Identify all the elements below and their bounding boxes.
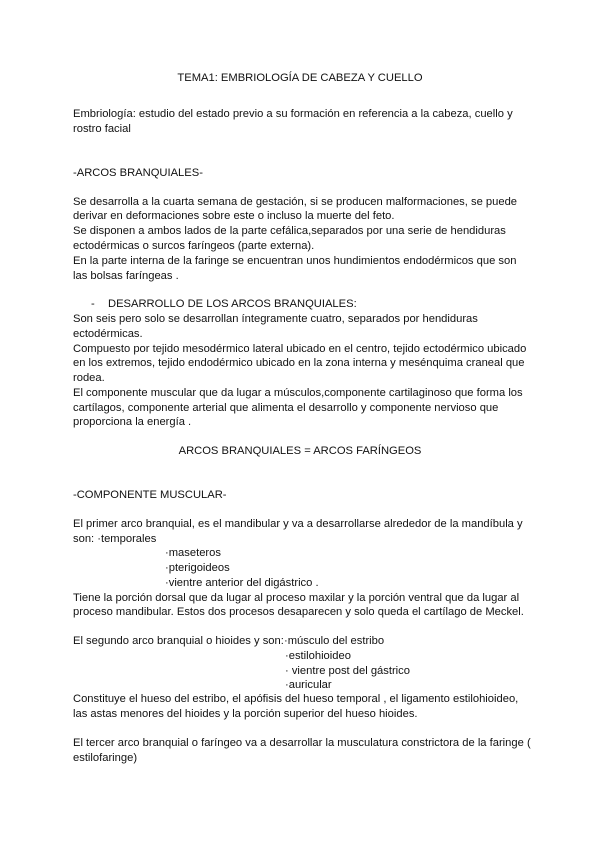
paragraph-line: en los extremos, tejido endodérmico ubicado en la zona interna y mesénquima craneal que — [73, 357, 525, 369]
equation-line: ARCOS BRANQUIALES = ARCOS FARÍNGEOS — [178, 445, 422, 457]
list-item: ·pterigoideos — [165, 562, 230, 574]
section-heading-arcos-branquiales: -ARCOS BRANQUIALES- — [73, 167, 203, 179]
paragraph-line: ectodérmicas. — [73, 328, 143, 340]
section-heading-componente-muscular: -COMPONENTE MUSCULAR- — [73, 489, 227, 501]
paragraph-line: El componente muscular que da lugar a músculos,componente cartilaginoso que forma los — [73, 387, 523, 399]
subsection-heading: DESARROLLO DE LOS ARCOS BRANQUIALES: — [108, 298, 357, 310]
paragraph-line: Constituye el hueso del estribo, el apófisis del hueso temporal , el ligamento estilohioideo, — [73, 693, 519, 705]
paragraph-line: Se desarrolla a la cuarta semana de gestación, si se producen malformaciones, se puede — [73, 196, 518, 208]
paragraph-line: proporciona la energía . — [73, 416, 192, 428]
list-item: ·músculo del estribo — [284, 635, 385, 647]
list-item: · vientre post del gástrico — [285, 665, 410, 677]
paragraph-line: estilofaringe) — [73, 752, 138, 764]
paragraph-line: Se disponen a ambos lados de la parte cefálica,separados por una serie de hendiduras — [73, 225, 506, 237]
paragraph-line: El primer arco branquial, es el mandibular y va a desarrollarse alrededor de la mandíbula y — [73, 518, 523, 530]
list-item: ·vientre anterior del digástrico . — [165, 577, 319, 589]
intro-line: Embriología: estudio del estado previo a su formación en referencia a la cabeza, cuello y — [73, 108, 513, 120]
list-item: ·estilohioideo — [285, 650, 351, 662]
paragraph-line: proceso mandibular. Estos dos procesos desaparecen y solo queda el cartílago de Meckel. — [73, 606, 524, 618]
paragraph-line: las astas menores del hioides y la porción superior del hueso hioides. — [73, 708, 418, 720]
paragraph-line: rodea. — [73, 372, 105, 384]
document-title: TEMA1: EMBRIOLOGÍA DE CABEZA Y CUELLO — [177, 72, 423, 84]
bullet-dash: - — [91, 298, 95, 310]
paragraph-line: El segundo arco branquial o hioides y son: — [73, 635, 284, 647]
paragraph-line: Compuesto por tejido mesodérmico lateral ubicado en el centro, tejido ectodérmico ubicado — [73, 343, 527, 355]
list-item: ·auricular — [285, 679, 332, 691]
intro-line: rostro facial — [73, 123, 131, 135]
paragraph-line: derivar en deformaciones sobre este o incluso la muerte del feto. — [73, 210, 395, 222]
list-item: ·maseteros — [165, 547, 221, 559]
paragraph-line: Tiene la porción dorsal que da lugar al proceso maxilar y la porción ventral que da lugar al — [73, 592, 520, 604]
paragraph-line: ectodérmicas o surcos faríngeos (parte externa). — [73, 240, 315, 252]
paragraph-line: En la parte interna de la faringe se encuentran unos hundimientos endodérmicos que son — [73, 255, 517, 267]
paragraph-line: son: ·temporales — [73, 533, 157, 545]
paragraph-line: las bolsas faríngeas . — [73, 270, 179, 282]
paragraph-line: El tercer arco branquial o faríngeo va a desarrollar la musculatura constrictora de la faringe ( — [73, 737, 531, 749]
paragraph-line: cartílagos, componente arterial que alimenta el desarrollo y componente nervioso que — [73, 402, 499, 414]
paragraph-line: Son seis pero solo se desarrollan íntegramente cuatro, separados por hendiduras — [73, 313, 478, 325]
